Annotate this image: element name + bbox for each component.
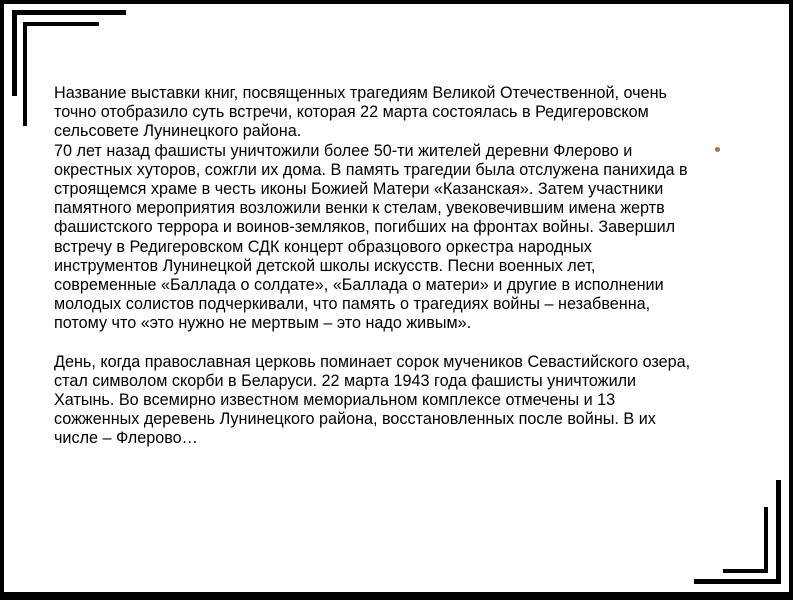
article-paragraph-1: Название выставки книг, посвященных трагедиям Великой Отечественной, очень точно отобразило суть встречи, которая 22 марта состоялась в Редигеровском сельсовете Лунинецкого района. (54, 84, 667, 141)
corner-ornament-bottom-right-outer-vertical (776, 480, 781, 584)
corner-ornament-top-left-outer-horizontal (12, 10, 126, 15)
slide-frame (4, 4, 789, 592)
corner-ornament-top-left-inner-horizontal (23, 22, 99, 26)
paragraph-spacer (54, 334, 774, 353)
article-paragraph-2: 70 лет назад фашисты уничтожили более 50-ти жителей деревни Флерово и окрестных хуторов, сожгли их дома. В память трагедии была отслужена панихида в строящемся храме в честь иконы Божией Матери «Казанская». Затем участники памятного мероприятия возложили венки к стелам, увековечившим имена жертв фашистского террора и воинов-земляков, погибших на фронтах войны. Завершил встречу в Редигеровском СДК концерт образцового оркестра народных инструментов Лунинецкой детской школы искусств. Песни военных лет, современные «Баллада о солдате», «Баллада о матери» и другие в исполнении молодых солистов подчеркивали, что память о трагедиях войны – незабвенна, потому что «это нужно не мертвым – это надо живым». (54, 141, 688, 333)
corner-ornament-top-left-inner-vertical (23, 22, 27, 126)
corner-ornament-top-left-outer-vertical (12, 10, 17, 96)
corner-ornament-bottom-right-outer-horizontal (694, 579, 781, 584)
article-text (54, 84, 774, 449)
article-paragraph-3: День, когда православная церковь поминает сорок мучеников Севастийского озера, стал символом скорби в Беларуси. 22 марта 1943 года фашисты уничтожили Хатынь. Во всемирно известном мемориальном комплексе отмечены и 13 сожженных деревень Лунинецкого района, восстановленных после войны. В их числе – Флерово… (54, 352, 691, 448)
corner-ornament-bottom-right-inner-vertical (764, 507, 768, 573)
corner-ornament-bottom-right-inner-horizontal (723, 569, 768, 573)
